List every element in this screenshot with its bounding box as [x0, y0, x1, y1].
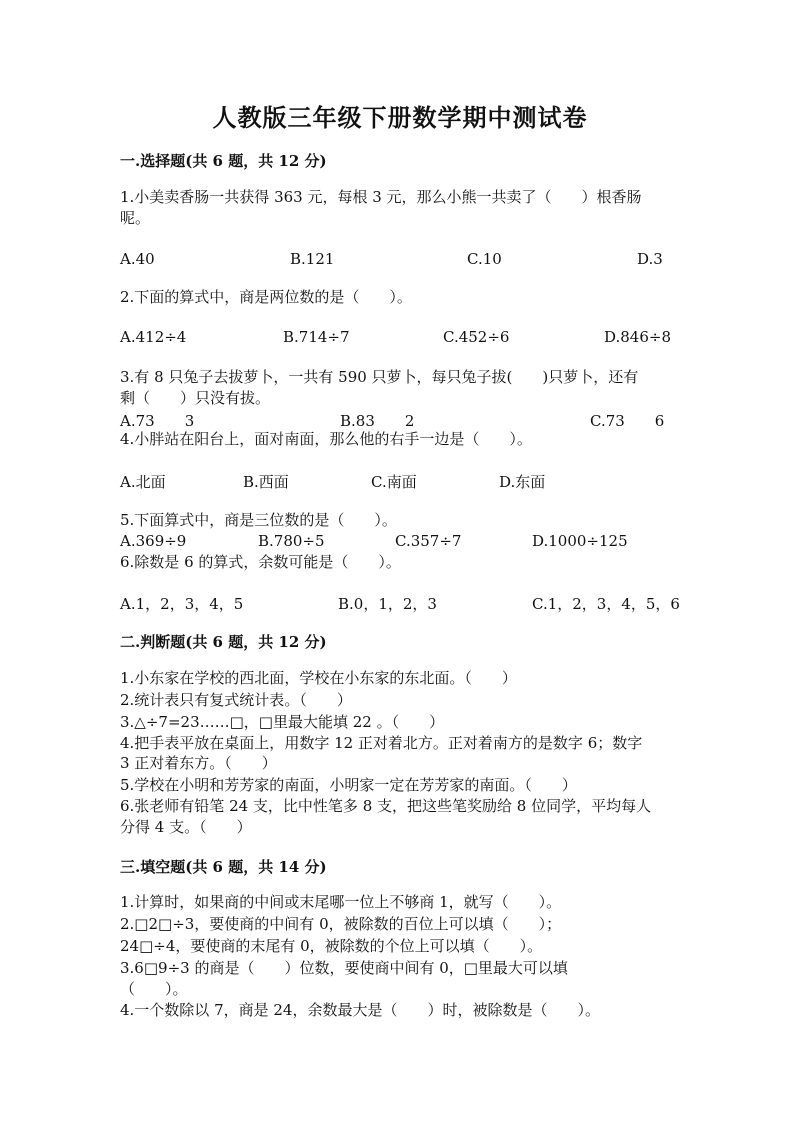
- statement-line: 2.统计表只有复式统计表。（ ）: [120, 691, 352, 709]
- option-b: B.83 2: [340, 412, 415, 430]
- option-b: B.121: [290, 250, 335, 268]
- question-text: 呢。: [120, 209, 151, 227]
- question-text: 剩（ ）只没有拔。: [120, 389, 271, 407]
- statement-line: 6.张老师有铅笔 24 支，比中性笔多 8 支，把这些笔奖励给 8 位同学，平均每人: [120, 797, 652, 815]
- statement-line: 4.把手表平放在桌面上，用数字 12 正对着北方。正对着南方的是数字 6；数字: [120, 734, 643, 752]
- statement-line: 3 正对着东方。（ ）: [120, 754, 277, 772]
- fill-line: （ ）。: [120, 980, 188, 998]
- section-heading-choice: 一.选择题(共 6 题，共 12 分): [120, 152, 327, 170]
- option-a: A.369÷9: [120, 532, 187, 550]
- question-text: 3.有 8 只兔子去拔萝卜，一共有 590 只萝卜，每只兔子拔( )只萝卜，还有: [120, 368, 639, 386]
- option-b: B.0，1，2，3: [338, 595, 437, 613]
- option-d: D.东面: [499, 473, 546, 491]
- option-a: A.1，2，3，4，5: [120, 595, 244, 613]
- section-heading-judge: 二.判断题(共 6 题，共 12 分): [120, 633, 327, 651]
- option-c: C.1，2，3，4，5，6: [532, 595, 680, 613]
- question-text: 5.下面算式中，商是三位数的是（ ）。: [120, 511, 397, 529]
- statement-line: 3.△÷7=23……□，□里最大能填 22 。（ ）: [120, 713, 445, 731]
- option-a: A.412÷4: [120, 328, 187, 346]
- option-c: C.73 6: [590, 412, 665, 430]
- fill-line: 4.一个数除以 7，商是 24，余数最大是（ ）时，被除数是（ ）。: [120, 1001, 600, 1019]
- statement-line: 1.小东家在学校的西北面，学校在小东家的东北面。（ ）: [120, 669, 517, 687]
- option-d: D.3: [637, 250, 663, 268]
- statement-line: 分得 4 支。（ ）: [120, 818, 252, 836]
- fill-line: 24□÷4，要使商的末尾有 0，被除数的个位上可以填（ ）。: [120, 937, 543, 955]
- option-c: C.南面: [371, 473, 417, 491]
- option-a: A.40: [120, 250, 155, 268]
- question-text: 4.小胖站在阳台上，面对南面，那么他的右手一边是（ ）。: [120, 430, 532, 448]
- fill-line: 3.6□9÷3 的商是（ ）位数，要使商中间有 0，□里最大可以填: [120, 959, 568, 977]
- question-text: 2.下面的算式中，商是两位数的是（ ）。: [120, 288, 412, 306]
- option-a: A.北面: [120, 473, 166, 491]
- statement-line: 5.学校在小明和芳芳家的南面，小明家一定在芳芳家的南面。（ ）: [120, 776, 577, 794]
- fill-line: 1.计算时，如果商的中间或末尾哪一位上不够商 1，就写（ ）。: [120, 893, 562, 911]
- question-text: 1.小美卖香肠一共获得 363 元，每根 3 元，那么小熊一共卖了（ ）根香肠: [120, 188, 642, 206]
- page-title: 人教版三年级下册数学期中测试卷: [212, 103, 588, 132]
- fill-line: 2.□2□÷3，要使商的中间有 0，被除数的百位上可以填（ ）；: [120, 915, 562, 933]
- section-heading-fill: 三.填空题(共 6 题，共 14 分): [120, 858, 327, 876]
- option-c: C.10: [467, 250, 502, 268]
- option-d: D.846÷8: [604, 328, 672, 346]
- option-b: B.西面: [243, 473, 289, 491]
- option-d: D.1000÷125: [532, 532, 628, 550]
- option-a: A.73 3: [120, 412, 195, 430]
- option-c: C.452÷6: [443, 328, 510, 346]
- question-text: 6.除数是 6 的算式，余数可能是（ ）。: [120, 553, 401, 571]
- option-b: B.780÷5: [258, 532, 325, 550]
- option-c: C.357÷7: [395, 532, 462, 550]
- option-b: B.714÷7: [283, 328, 350, 346]
